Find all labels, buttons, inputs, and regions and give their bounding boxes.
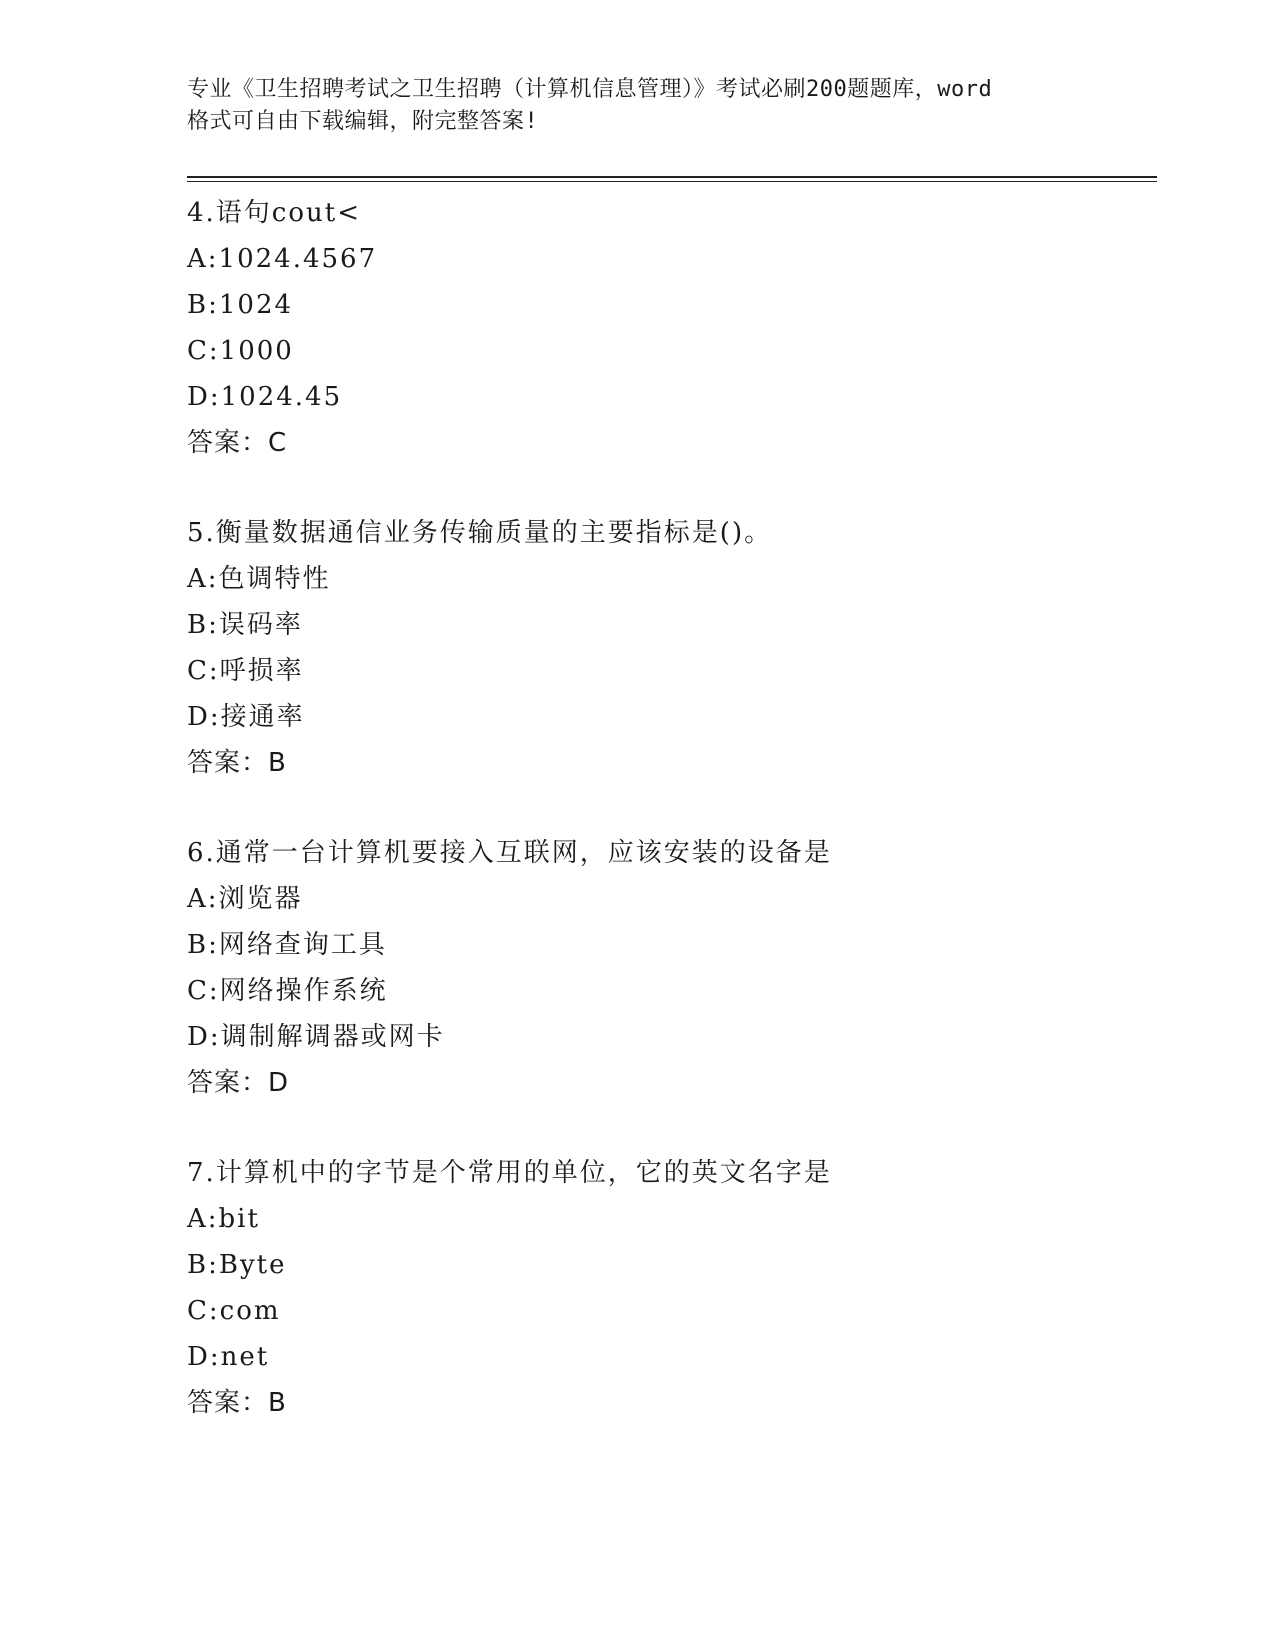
question-stem: 4.语句cout< <box>187 198 362 228</box>
question-7 <box>187 1150 1087 1426</box>
question-5 <box>187 510 1087 786</box>
header-divider <box>187 176 1157 182</box>
option-d: D:调制解调器或网卡 <box>187 1022 445 1052</box>
document-header <box>187 74 1087 138</box>
option-a: A:浏览器 <box>187 884 303 914</box>
option-c: C:com <box>187 1296 281 1326</box>
answer: 答案：B <box>187 748 287 778</box>
question-6 <box>187 830 1087 1106</box>
option-d: D:接通率 <box>187 702 305 732</box>
answer: 答案：C <box>187 428 288 458</box>
option-b: B:Byte <box>187 1250 287 1280</box>
header-line-1: 专业《卫生招聘考试之卫生招聘（计算机信息管理）》考试必刷200题题库，word <box>187 77 993 102</box>
option-b: B:1024 <box>187 290 294 320</box>
answer: 答案：B <box>187 1388 287 1418</box>
question-stem: 7.计算机中的字节是个常用的单位，它的英文名字是 <box>187 1158 832 1188</box>
option-a: A:色调特性 <box>187 564 331 594</box>
option-c: C:呼损率 <box>187 656 304 686</box>
option-b: B:网络查询工具 <box>187 930 387 960</box>
question-stem: 5.衡量数据通信业务传输质量的主要指标是()。 <box>187 518 773 548</box>
answer: 答案：D <box>187 1068 290 1098</box>
question-4 <box>187 190 1087 466</box>
option-b: B:误码率 <box>187 610 303 640</box>
header-line-2: 格式可自由下载编辑，附完整答案! <box>187 109 539 134</box>
option-c: C:网络操作系统 <box>187 976 388 1006</box>
option-d: D:net <box>187 1342 270 1372</box>
option-a: A:1024.4567 <box>187 244 378 274</box>
option-a: A:bit <box>187 1204 260 1234</box>
option-c: C:1000 <box>187 336 294 366</box>
question-stem: 6.通常一台计算机要接入互联网，应该安装的设备是 <box>187 838 832 868</box>
option-d: D:1024.45 <box>187 382 343 412</box>
